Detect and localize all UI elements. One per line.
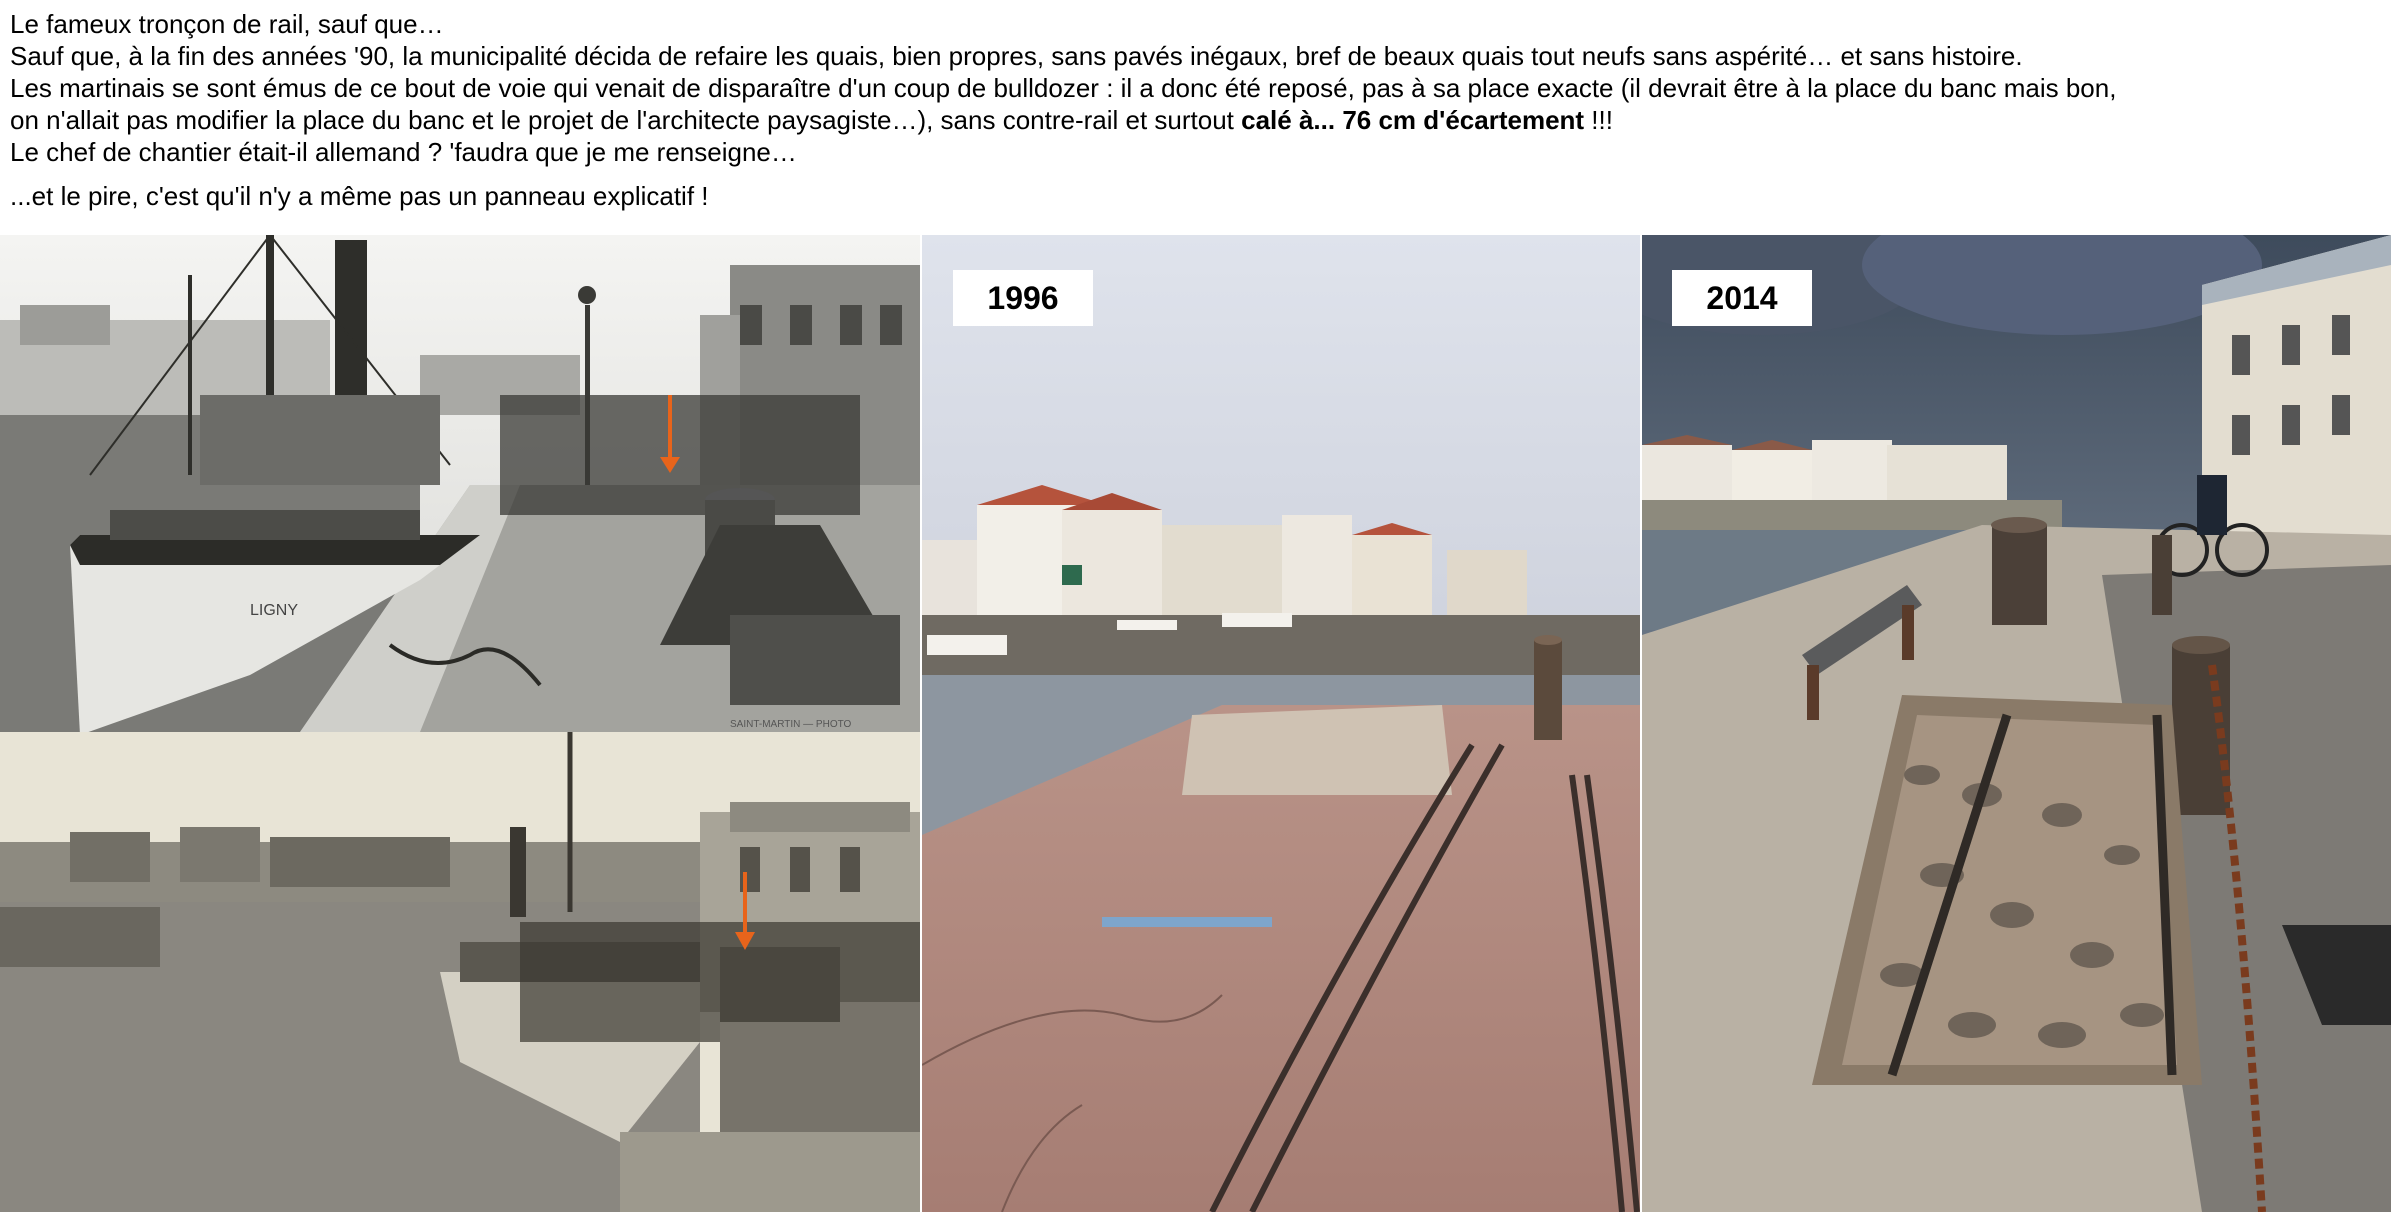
text-line-2: Sauf que, à la fin des années '90, la municipalité décida de refaire les quais, bien propres, sans pavés inégaux, bref de beaux quais tout neufs sans aspérité… et sans histoire. [10, 41, 2023, 71]
photo-2014-quay-rails-bench [1642, 235, 2391, 1212]
photo-old-postcard-quay-ship [0, 235, 920, 732]
year-label-1996: 1996 [953, 270, 1093, 326]
text-line-4 [10, 104, 2385, 136]
text-line-6: ...et le pire, c'est qu'il n'y a même pas un panneau explicatif ! [10, 181, 709, 211]
photo-old-postcard-harbor-crowd [0, 732, 920, 1212]
text-line-1: Le fameux tronçon de rail, sauf que… [10, 9, 444, 39]
text-line-3: Les martinais se sont émus de ce bout de voie qui venait de disparaître d'un coup de bulldozer : il a donc été reposé, pas à sa place exacte (il devrait être à la place du banc mais bon, [10, 73, 2117, 103]
year-label-2014: 2014 [1672, 270, 1812, 326]
postcard-caption: SAINT-MARTIN — PHOTO [730, 719, 852, 730]
description-text [10, 8, 2385, 212]
ship-name: LIGNY [250, 602, 299, 619]
text-line-5: Le chef de chantier était-il allemand ? 'faudra que je me renseigne… [10, 137, 797, 167]
gauge-emphasis: calé à... 76 cm d'écartement [1241, 105, 1585, 135]
text-line-4-start: on n'allait pas modifier la place du banc et le projet de l'architecte paysagiste…), sans contre-rail et surtout [10, 105, 1242, 135]
text-line-4-end: !!! [1584, 105, 1613, 135]
photo-1996-quay-rails [922, 235, 1640, 1212]
